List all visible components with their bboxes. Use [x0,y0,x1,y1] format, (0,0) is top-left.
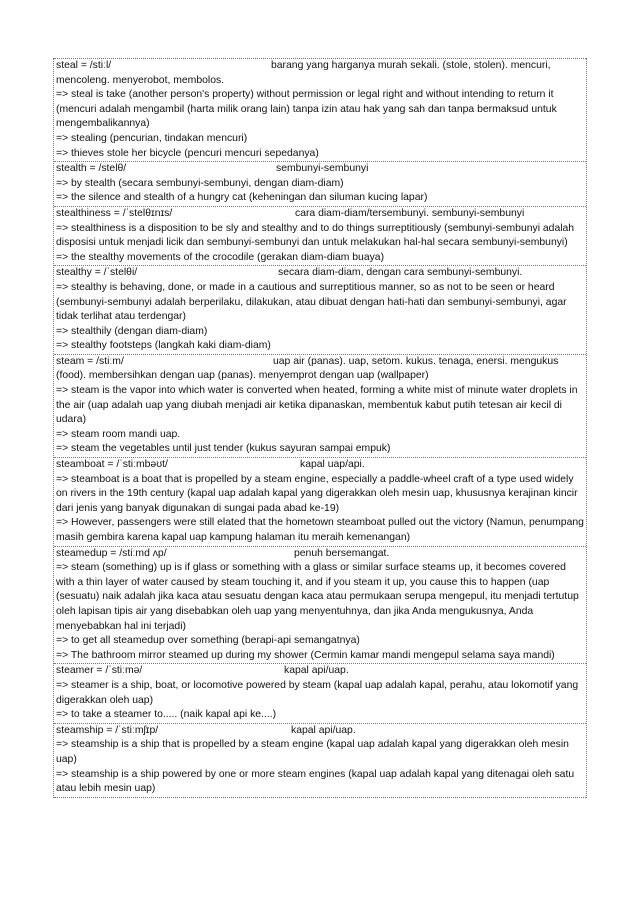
entry-headline [54,724,586,739]
example-sentence: => steamship is a ship powered by one or more steam engines (kapal uap adalah kapal yang ditenagai oleh satu atau lebih mesin uap) [56,768,575,795]
example-sentence: => stealthy footsteps (langkah kaki diam-diam) [56,340,271,352]
example-sentence: => stealthy is behaving, done, or made in a cautious and surreptitious manner, so as not to be seen or heard (sembunyi-sembunyi adalah berperilaku, dilakukan, atau dibuat dengan hati-hati dan sembunyi-sembunyi, agar tidak terlihat atau terdengar) [56,281,567,323]
headword-pronunciation: stealthy = /ˈstelθi/ [56,267,138,279]
dictionary-entry [54,161,586,206]
meaning-text: uap air (panas). uap, setom. kukus. tenaga, enersi. mengukus [273,355,559,367]
example-sentence: => thieves stole her bicycle (pencuri mencuri sepedanya) [56,147,319,159]
dictionary-entry [54,663,586,722]
meaning-text: sembunyi-sembunyi [276,163,369,175]
dictionary-entry [54,723,586,798]
meaning-text: secara diam-diam, dengan cara sembunyi-sembunyi. [278,267,523,279]
meaning-continuation: (food). membersihkan dengan uap (panas). menyemprot dengan uap (wallpaper) [56,370,429,382]
entry-headline [54,162,586,177]
entry-headline [54,266,586,281]
meaning-text: cara diam-diam/tersembunyi. sembunyi-sembunyi [295,207,525,219]
example-sentence: => steal is take (another person's property) without permission or legal right and without intending to return it (mencuri adalah mengambil (harta milik orang lain) tanpa izin atau hak yang sah dan tanpa bermaksud untuk mengembalikannya) [56,89,557,130]
headword-pronunciation: steamedup = /stiːmd ʌp/ [56,547,167,559]
entry-headline [54,59,586,74]
dictionary-entries [53,58,587,798]
entry-headline [54,547,586,562]
meaning-text: kapal api/uap. [291,724,356,736]
headword-pronunciation: stealth = /stelθ/ [56,163,127,175]
meaning-text: penuh bersemangat. [294,547,390,559]
meaning-text: kapal uap/api. [300,459,365,471]
entry-headline [54,664,586,679]
example-sentence: => by stealth (secara sembunyi-sembunyi, dengan diam-diam) [56,177,344,189]
example-sentence: => steam the vegetables until just tender (kukus sayuran sampai empuk) [56,443,391,455]
dictionary-entry [54,354,586,457]
headword-pronunciation: steamboat = /ˈstiːmbəʊt/ [56,459,168,471]
example-sentence: => the silence and stealth of a hungry cat (keheningan dan siluman kucing lapar) [56,192,428,204]
example-sentence: => the stealthy movements of the crocodile (gerakan diam-diam buaya) [56,251,385,263]
dictionary-entry [54,206,586,265]
entry-headline [54,355,586,370]
meaning-continuation: mencoleng. menyerobot, membolos. [56,74,225,86]
dictionary-entry [54,58,586,161]
headword-pronunciation: steal = /stiːl/ [56,60,112,71]
example-sentence: => stealthiness is a disposition to be sly and stealthy and to do things surreptitiously (sembunyi-sembunyi adalah disposisi untuk menjadi licik dan sembunyi-sembunyi dan untuk melakukan hal-hal secara sembunyi-sembunyi) [56,222,575,249]
example-sentence: => steam (something) up is if glass or something with a glass or similar surface steams up, it becomes covered with a thin layer of water caused by steam touching it, and if you steam it up, you cause this to happen (uap (sesuatu) naik adalah jika kaca atau sesuatu dengan kaca atau permukaan serupa mengepul, itu menjadi tertutup oleh lapisan tipis air yang disebabkan oleh uap yang menyentuhnya, dan jika Anda mengukusnya, Anda menyebabkan hal ini terjadi) [56,562,579,632]
example-sentence: => steam is the vapor into which water is converted when heated, forming a white mist of minute water droplets in the air (uap adalah uap yang diubah menjadi air ketika dipanaskan, membentuk kabut putih tetesan air kecil di udara) [56,385,578,426]
example-sentence: => However, passengers were still elated that the hometown steamboat pulled out the victory (Namun, penumpang masih gembira karena kapal uap kampung halaman itu meraih kemenangan) [56,517,584,543]
example-sentence: => The bathroom mirror steamed up during my shower (Cermin kamar mandi mengepul selama saya mandi) [56,649,555,661]
meaning-text: barang yang harganya murah sekali. (stole, stolen). mencuri, [271,60,551,71]
entry-headline [54,458,586,473]
example-sentence: => steam room mandi uap. [56,428,181,440]
dictionary-entry [54,457,586,546]
dictionary-entry [54,546,586,664]
example-sentence: => steamship is a ship that is propelled by a steam engine (kapal uap adalah kapal yang digerakkan oleh mesin uap) [56,739,569,765]
example-sentence: => to get all steamedup over something (berapi-api semangatnya) [56,635,360,647]
headword-pronunciation: stealthiness = /ˈstelθɪnɪs/ [56,207,173,219]
example-sentence: => stealing (pencurian, tindakan mencuri) [56,132,248,144]
dictionary-entry [54,265,586,354]
headword-pronunciation: steam = /stiːm/ [56,355,124,367]
example-sentence: => steamer is a ship, boat, or locomotive powered by steam (kapal uap adalah kapal, perahu, atau lokomotif yang digerakkan oleh uap) [56,679,579,706]
meaning-text: kapal api/uap. [284,665,349,677]
example-sentence: => stealthily (dengan diam-diam) [56,325,208,337]
example-sentence: => to take a steamer to..... (naik kapal api ke....) [56,709,277,721]
headword-pronunciation: steamer = /ˈstiːmə/ [56,665,143,677]
entry-headline [54,207,586,222]
headword-pronunciation: steamship = /ˈstiːmʃɪp/ [56,724,159,736]
example-sentence: => steamboat is a boat that is propelled by a steam engine, especially a paddle-wheel craft of a type used widely on rivers in the 19th century (kapal uap adalah kapal yang digerakkan oleh mesin uap, khususnya kerajinan kincir dari jenis yang banyak digunakan di sungai pada abad ke-19) [56,473,578,514]
